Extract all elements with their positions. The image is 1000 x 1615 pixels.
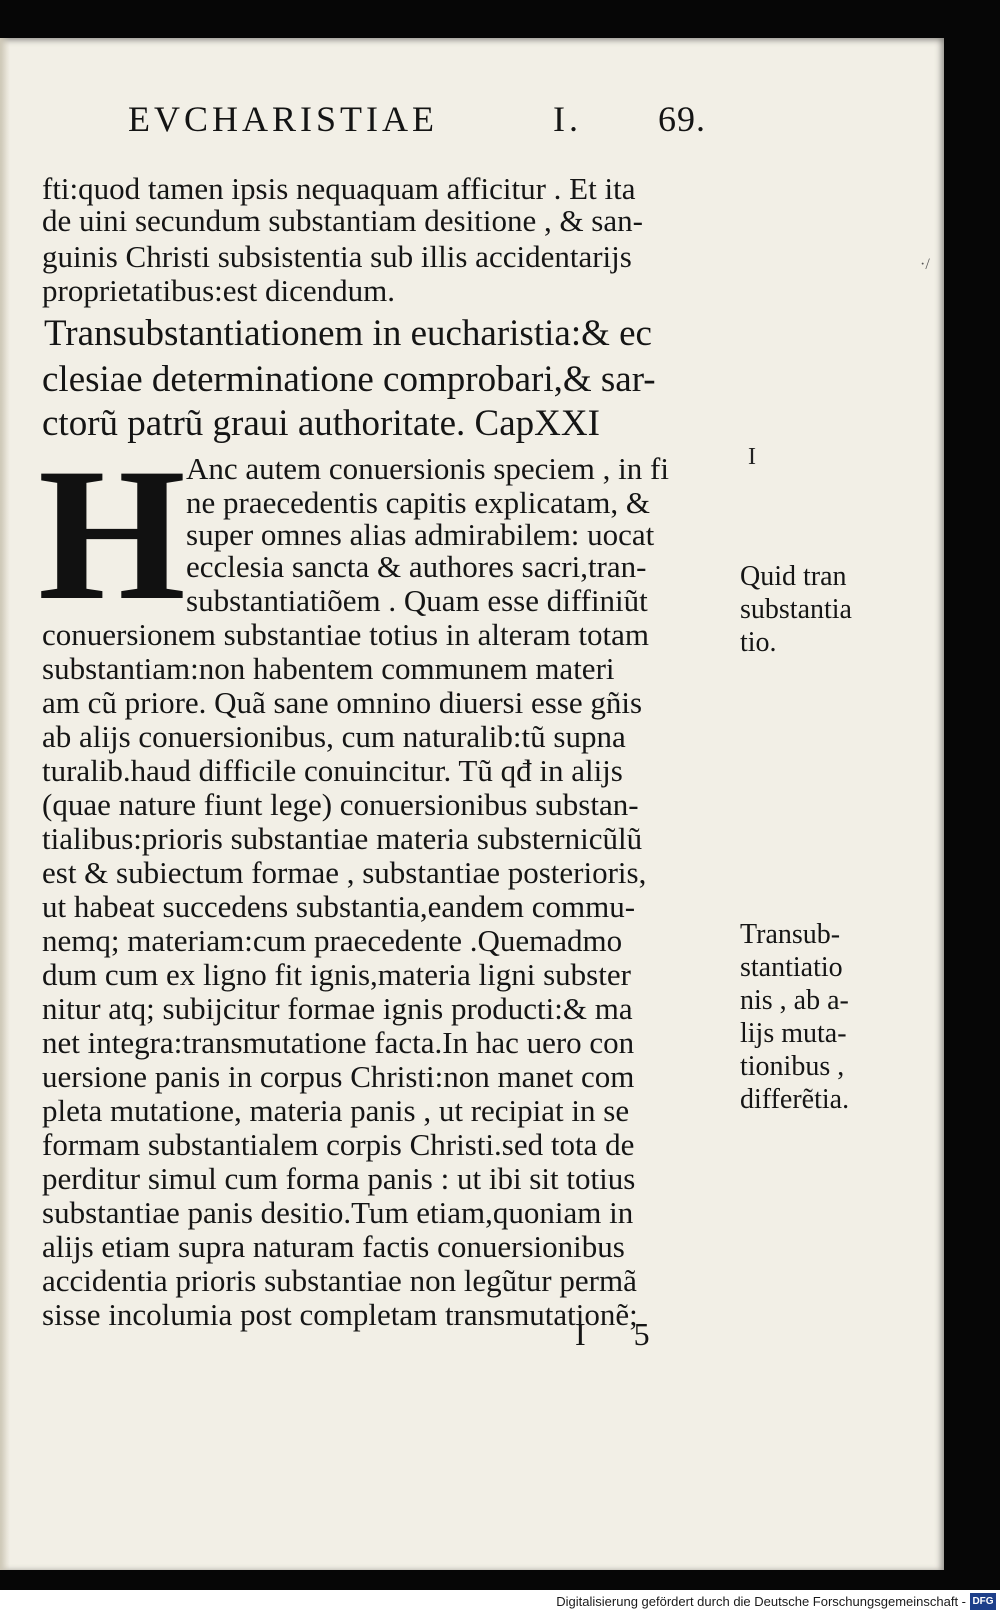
page-edge-mark: ·/ <box>920 256 930 273</box>
text-line: conuersionem substantiae totius in alteram totam <box>42 617 649 652</box>
text-line: uersione panis in corpus Christi:non manet com <box>42 1059 635 1094</box>
footer-credit-text: Digitalisierung gefördert durch die Deutsche Forschungsgemeinschaft - <box>556 1594 966 1609</box>
chapter-heading-line: ctorũ patrũ graui authoritate. CapXXI <box>42 403 600 444</box>
text-line: (quae nature fiunt lege) conuersionibus substan- <box>42 787 639 822</box>
chapter-heading-line: Transubstantiationem in eucharistia:& ec <box>44 313 652 354</box>
text-line: substantiae panis desitio.Tum etiam,quoniam in <box>42 1195 634 1230</box>
text-line: fti:quod tamen ipsis nequaquam afficitur . Et ita <box>42 171 636 206</box>
margin-note-line: stantiatio <box>740 952 843 983</box>
margin-note-line: nis , ab a- <box>740 985 849 1016</box>
text-line: Anc autem conuersionis speciem , in fi <box>186 451 669 486</box>
text-line: ab alijs conuersionibus, cum naturalib:tũ supna <box>42 719 626 754</box>
chapter-heading-line: clesiae determinatione comprobari,& sar- <box>42 359 656 400</box>
text-line: turalib.haud difficile conuincitur. Tũ qđ in alijs <box>42 753 623 788</box>
margin-note-line: substantia <box>740 594 852 625</box>
margin-note-transubstantiationis-differentia <box>740 918 900 1116</box>
running-head-title: EVCHARISTIAE <box>128 99 438 139</box>
signature-mark: I 5 <box>575 1316 670 1352</box>
running-head <box>128 98 718 142</box>
text-line: super omnes alias admirabilem: uocat <box>186 517 655 552</box>
margin-note-quid-transubstantiatio <box>740 560 900 659</box>
drop-cap-initial: H <box>38 430 186 640</box>
dfg-logo-icon: DFG <box>970 1593 996 1610</box>
text-line: perditur simul cum forma panis : ut ibi sit totius <box>42 1161 636 1196</box>
running-head-signature: I. <box>553 99 582 139</box>
text-line: nitur atq; subijcitur formae ignis producti:& ma <box>42 991 633 1026</box>
text-line: tialibus:prioris substantiae materia substernicũlũ <box>42 821 643 856</box>
margin-note-line: tionibus , <box>740 1051 845 1082</box>
text-line: substantiatiõem . Quam esse diffiniũt <box>186 583 648 618</box>
margin-note-line: Transub- <box>740 919 841 950</box>
text-line: de uini secundum substantiam desitione , & san- <box>42 203 643 238</box>
text-line: dum cum ex ligno fit ignis,materia ligni subster <box>42 957 631 992</box>
folio-number: 69. <box>658 99 706 139</box>
text-line: ecclesia sancta & authores sacri,tran- <box>186 549 647 584</box>
margin-mark: I <box>748 444 756 470</box>
text-line: nemq; materiam:cum praecedente .Quemadmo <box>42 923 623 958</box>
margin-note-line: differẽtia. <box>740 1084 850 1115</box>
text-line: net integra:transmutatione facta.In hac uero con <box>42 1025 635 1060</box>
text-line: guinis Christi subsistentia sub illis accidentarijs <box>42 239 632 274</box>
text-line: substantiam:non habentem communem materi <box>42 651 615 686</box>
digitization-footer <box>0 1590 1000 1615</box>
text-line: ne praecedentis capitis explicatam, & <box>186 485 650 520</box>
text-line: est & subiectum formae , substantiae posterioris, <box>42 855 647 890</box>
page-gutter-shadow <box>0 38 10 1570</box>
text-line: sisse incolumia post completam transmutationẽ; <box>42 1297 638 1332</box>
margin-note-line: tio. <box>740 627 777 658</box>
text-line: formam substantialem corpis Christi.sed tota de <box>42 1127 635 1162</box>
margin-note-line: lijs muta- <box>740 1018 847 1049</box>
text-line: pleta mutatione, materia panis , ut recipiat in se <box>42 1093 630 1128</box>
text-line: alijs etiam supra naturam factis conuersionibus <box>42 1229 625 1264</box>
text-line: am cũ priore. Quã sane omnino diuersi esse gñis <box>42 685 643 720</box>
margin-note-line: Quid tran <box>740 561 847 592</box>
text-line: accidentia prioris substantiae non legũtur permã <box>42 1263 637 1298</box>
text-line: ut habeat succedens substantia,eandem commu- <box>42 889 636 924</box>
text-line: proprietatibus:est dicendum. <box>42 273 395 308</box>
